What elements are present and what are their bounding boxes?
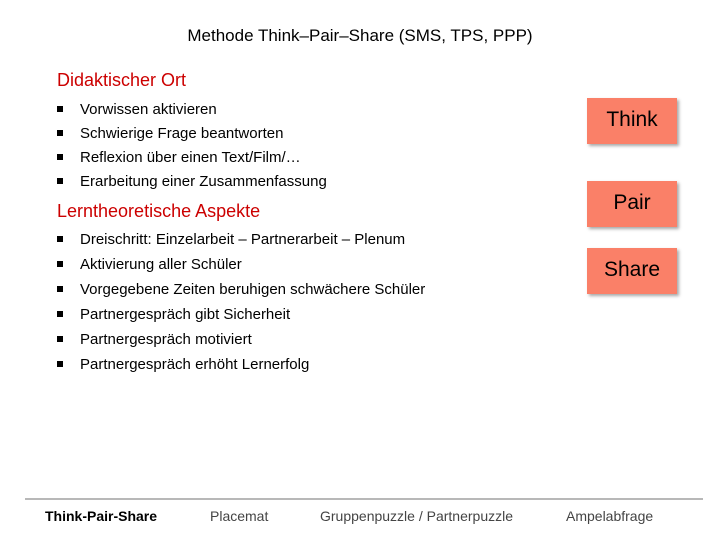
footer-link-gruppenpuzzle[interactable]: Gruppenpuzzle / Partnerpuzzle [320,508,513,524]
bullet-icon [57,286,63,292]
footer-divider [25,498,703,500]
bullet-icon [57,236,63,242]
bullet-icon [57,261,63,267]
list-item [57,254,425,279]
pair-box: Pair [587,181,677,227]
list-item-text: Partnergespräch erhöht Lernerfolg [80,356,310,373]
bullet-icon [57,361,63,367]
list-item [57,279,425,304]
think-box: Think [587,98,677,144]
list-item-text: Aktivierung aller Schüler [80,256,242,273]
list-item [57,304,425,329]
list-item [57,171,327,195]
list-item-text: Dreischritt: Einzelarbeit – Partnerarbeit – Plenum [80,231,406,248]
list-item [57,123,327,147]
list-item [57,147,327,171]
bullet-icon [57,130,63,136]
list-item-text: Erarbeitung einer Zusammenfassung [80,173,327,190]
list-item-text: Partnergespräch gibt Sicherheit [80,306,291,323]
bullet-icon [57,336,63,342]
share-box: Share [587,248,677,294]
didaktischer-ort-list [57,99,327,195]
list-item-text: Reflexion über einen Text/Film/… [80,149,301,166]
bullet-icon [57,106,63,112]
bullet-icon [57,178,63,184]
bullet-icon [57,311,63,317]
list-item [57,229,425,254]
list-item-text: Vorwissen aktivieren [80,101,217,118]
list-item-text: Partnergespräch motiviert [80,331,252,348]
section-heading-lerntheoretische-aspekte: Lerntheoretische Aspekte [57,201,261,221]
bullet-icon [57,154,63,160]
section-heading-didaktischer-ort: Didaktischer Ort [57,70,187,90]
list-item [57,354,425,379]
slide-title: Methode Think–Pair–Share (SMS, TPS, PPP) [187,26,533,45]
list-item-text: Vorgegebene Zeiten beruhigen schwächere Schüler [80,281,426,298]
footer-link-think-pair-share[interactable]: Think-Pair-Share [45,508,158,524]
list-item [57,99,327,123]
lerntheoretische-aspekte-list [57,229,425,379]
list-item-text: Schwierige Frage beantworten [80,125,284,142]
footer-link-placemat[interactable]: Placemat [210,508,269,524]
list-item [57,329,425,354]
footer-link-ampelabfrage[interactable]: Ampelabfrage [566,508,654,524]
